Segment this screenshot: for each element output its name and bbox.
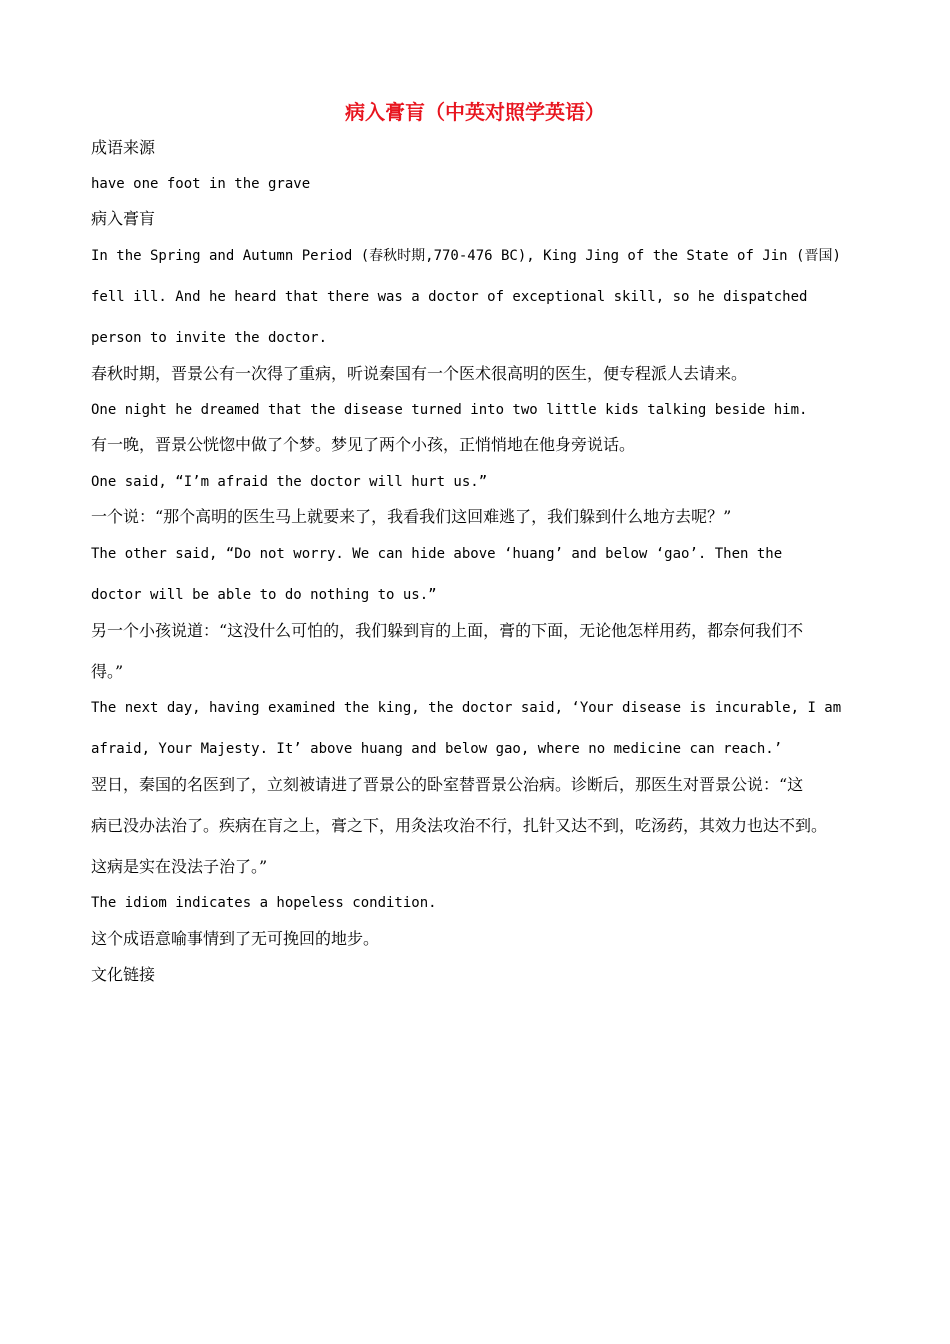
paragraph-line: 这病是实在没法子治了。” (91, 857, 268, 876)
chinese-idiom-line: 病入膏肓 (91, 209, 156, 228)
paragraph-line: The idiom indicates a hopeless condition. (91, 895, 437, 911)
paragraph-line: doctor will be able to do nothing to us.” (91, 587, 437, 603)
paragraph-line: person to invite the doctor. (91, 330, 328, 346)
paragraph-line: 一个说：“那个高明的医生马上就要来了，我看我们这回难逃了，我们躲到什么地方去呢？” (91, 507, 732, 526)
paragraph-line: fell ill. And he heard that there was a doctor of exceptional skill, so he dispatched (91, 289, 808, 305)
paragraph-line: One night he dreamed that the disease turned into two little kids talking beside him. (91, 402, 808, 418)
paragraph-line: One said, “I’m afraid the doctor will hurt us.” (91, 474, 488, 490)
section-heading-culture-link: 文化链接 (91, 965, 156, 984)
paragraph-line: In the Spring and Autumn Period (春秋时期,770-476 BC), King Jing of the State of Jin (晋国) (91, 248, 841, 264)
section-heading-idiom-origin: 成语来源 (91, 138, 156, 157)
paragraph-line: The other said, “Do not worry. We can hide above ‘huang’ and below ‘gao’. Then the (91, 546, 783, 562)
document-title: 病入膏肓（中英对照学英语） (345, 100, 605, 124)
paragraph-line: 春秋时期，晋景公有一次得了重病，听说秦国有一个医术很高明的医生，便专程派人去请来。 (91, 364, 748, 383)
paragraph-line: 病已没办法治了。疾病在肓之上，膏之下，用灸法攻治不行，扎针又达不到，吃汤药，其效力也达不到。 (91, 816, 828, 835)
paragraph-line: The next day, having examined the king, the doctor said, ‘Your disease is incurable, I am (91, 700, 842, 716)
paragraph-line: afraid, Your Majesty. It’ above huang and below gao, where no medicine can reach.’ (91, 741, 783, 757)
paragraph-line: 有一晚，晋景公恍惚中做了个梦。梦见了两个小孩，正悄悄地在他身旁说话。 (91, 435, 636, 454)
paragraph-line: 得。” (91, 662, 124, 681)
english-idiom-line: have one foot in the grave (91, 176, 311, 192)
paragraph-line: 另一个小孩说道：“这没什么可怕的，我们躲到肓的上面，膏的下面，无论他怎样用药，都奈何我们不 (91, 621, 804, 640)
paragraph-line: 这个成语意喻事情到了无可挽回的地步。 (91, 929, 380, 948)
paragraph-line: 翌日，秦国的名医到了，立刻被请进了晋景公的卧室替晋景公治病。诊断后，那医生对晋景公说：“这 (91, 775, 804, 794)
